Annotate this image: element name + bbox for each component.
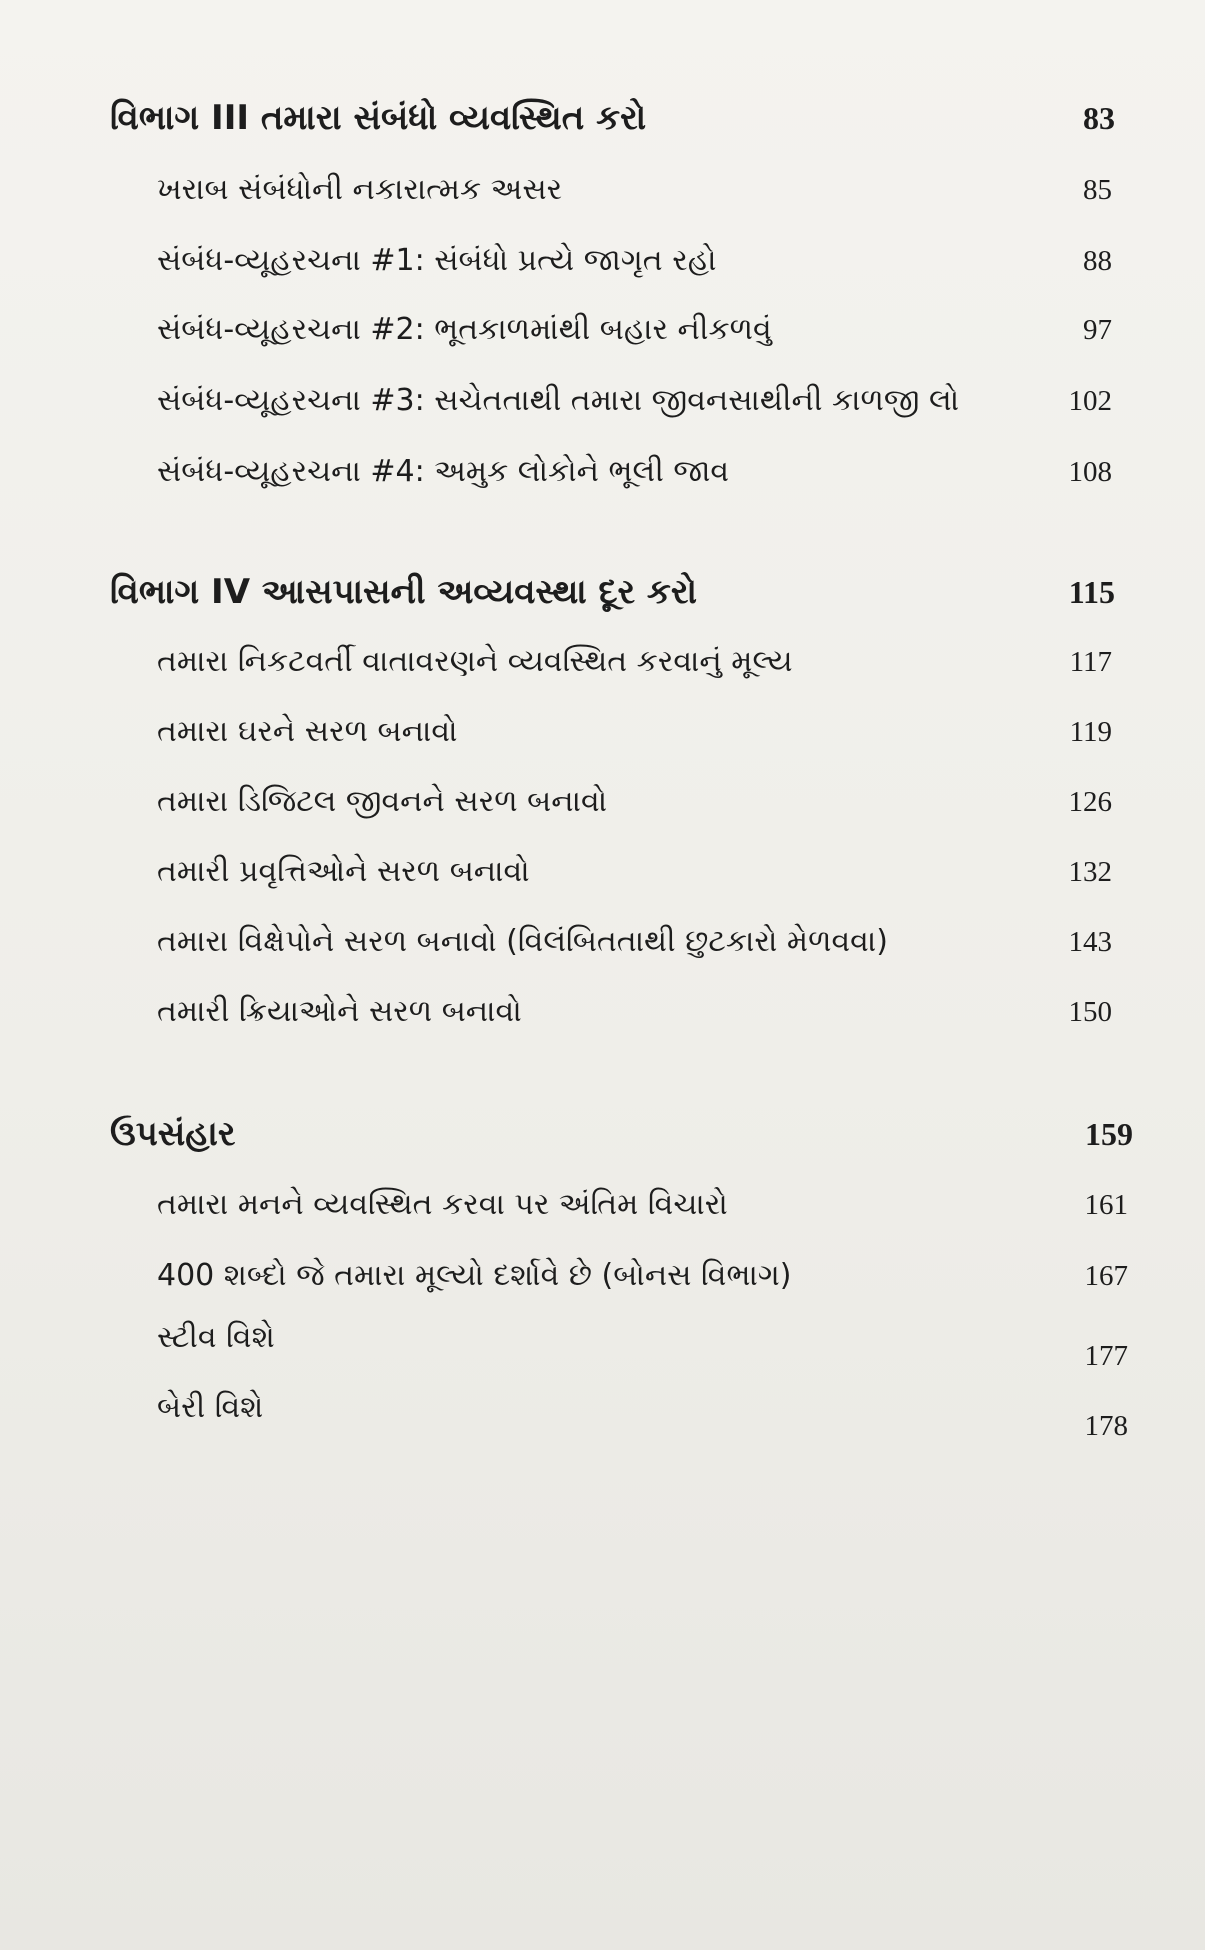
toc-entry [0, 702, 1205, 762]
entry-title: તમારી પ્રવૃત્તિઓને સરળ બનાવો [157, 854, 530, 889]
entry-page-number: 177 [1084, 1340, 1128, 1372]
section-title: વિભાગ IV આસપાસની અવ્યવસ્થા દૂર કરો [110, 572, 697, 612]
entry-title: તમારા નિકટવર્તી વાતાવરણને વ્યવસ્થિત કરવાનું મૂલ્ય [157, 644, 793, 679]
entry-page-number: 143 [1068, 926, 1112, 958]
entry-page-number: 97 [1083, 314, 1112, 346]
entry-title: ખરાબ સંબંધોની નકારાત્મક અસર [157, 172, 563, 207]
entry-page-number: 126 [1068, 786, 1112, 818]
entry-title: સંબંધ-વ્યૂહરચના #4: અમુક લોકોને ભૂલી જાવ [157, 454, 730, 489]
section-title: ઉપસંહાર [110, 1114, 236, 1154]
entry-title: સંબંધ-વ્યૂહરચના #1: સંબંધો પ્રત્યે જાગૃત રહો [157, 243, 717, 278]
entry-page-number: 108 [1068, 456, 1112, 488]
entry-title: સંબંધ-વ્યૂહરચના #2: ભૂતકાળમાંથી બહાર નીકળવું [157, 312, 772, 347]
entry-title: બેરી વિશે [157, 1390, 264, 1425]
entry-page-number: 88 [1083, 245, 1112, 277]
toc-section-4 [0, 562, 1205, 622]
entry-page-number: 178 [1084, 1410, 1128, 1442]
toc-entry [0, 912, 1205, 972]
entry-title: સંબંધ-વ્યૂહરચના #3: સચેતતાથી તમારા જીવનસાથીની કાળજી લો [157, 383, 960, 418]
entry-page-number: 132 [1068, 856, 1112, 888]
entry-title: 400 શબ્દો જે તમારા મૂલ્યો દર્શાવે છે (બોનસ વિભાગ) [157, 1258, 792, 1293]
toc-entry [0, 632, 1205, 692]
entry-page-number: 117 [1069, 646, 1112, 678]
entry-title: તમારા ઘરને સરળ બનાવો [157, 714, 458, 749]
entry-title: તમારા મનને વ્યવસ્થિત કરવા પર અંતિમ વિચારો [157, 1187, 728, 1222]
entry-title: તમારા વિક્ષેપોને સરળ બનાવો (વિલંબિતતાથી છુટકારો મેળવવા) [157, 924, 888, 959]
section-title: વિભાગ III તમારા સંબંધો વ્યવસ્થિત કરો [110, 98, 647, 138]
toc-entry [0, 442, 1205, 502]
entry-page-number: 150 [1068, 996, 1112, 1028]
toc-entry [0, 231, 1205, 291]
toc-entry [0, 982, 1205, 1042]
entry-title: તમારા ડિજિટલ જીવનને સરળ બનાવો [157, 784, 608, 819]
toc-entry [0, 1308, 1205, 1372]
toc-section-epilogue [0, 1104, 1205, 1164]
entry-page-number: 102 [1068, 385, 1112, 417]
entry-page-number: 167 [1084, 1260, 1128, 1292]
toc-entry [0, 1246, 1205, 1306]
toc-section-3 [0, 88, 1205, 148]
entry-title: સ્ટીવ વિશે [157, 1320, 275, 1355]
entry-page-number: 85 [1083, 174, 1112, 206]
entry-page-number: 161 [1084, 1189, 1128, 1221]
toc-entry [0, 772, 1205, 832]
toc-entry [0, 300, 1205, 360]
toc-entry [0, 842, 1205, 902]
toc-entry [0, 1175, 1205, 1235]
toc-entry [0, 371, 1205, 431]
toc-entry [0, 1378, 1205, 1442]
section-page-number: 115 [1068, 574, 1115, 610]
toc-entry [0, 160, 1205, 220]
entry-page-number: 119 [1069, 716, 1112, 748]
section-page-number: 159 [1085, 1116, 1133, 1152]
entry-title: તમારી ક્રિયાઓને સરળ બનાવો [157, 994, 522, 1029]
section-page-number: 83 [1083, 100, 1115, 136]
